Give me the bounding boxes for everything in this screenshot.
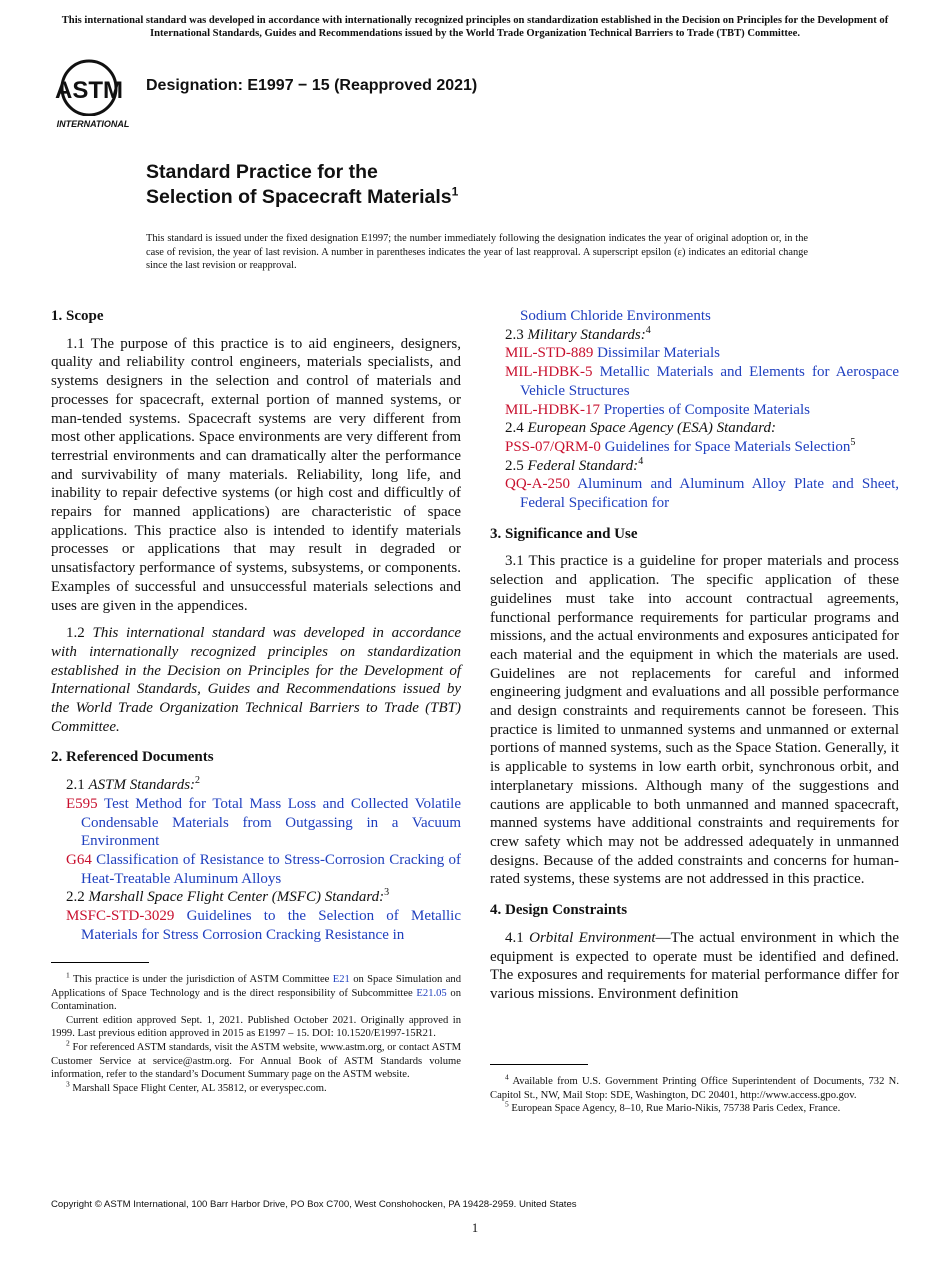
logo-letters: ASTM	[55, 77, 123, 104]
title-footnote-ref: 1	[451, 184, 459, 199]
astm-logo	[52, 58, 134, 132]
section-heading-referenced-documents: 2. Referenced Documents	[51, 749, 214, 766]
footnote-2: $^2$ For referenced ASTM standards, visit the ASTM website, www.astm.org, or contact ASTM Customer Service at service@astm.org. For Annual Book of ASTM Standards volume information, refer to the standard’s Document Summary page on the ASTM website.	[51, 1038, 462, 1081]
reference-code-link[interactable]: QQ-A-250	[505, 476, 570, 493]
reference-code-link[interactable]: MIL-HDBK-5	[505, 364, 593, 381]
paragraph-1-1: 1.1 The purpose of this practice is to aid engineers, designers, quality and reliability control engineers, materials specialists, and systems designers in the selection and control of materials and processes for spacecraft, external portion of manned systems, or man-tended systems. Spacecraft systems are very different from most other applications. Space environments are very different from terrestrial environments and can dramatically alter the performance and survivability of many materials. Reliability, long life, and inability to repair defective systems (or high cost and difficultly of repairs for manned applications) are characteristic of space applications. This practice also is intended to identify materials processes or applications that may result in degraded or unsatisfactory performance of systems, subsystems, or components. Examples of successful and unsuccessful materials selections and uses are given in the appendices.	[51, 335, 461, 614]
reference-title-link[interactable]: Aluminum and Aluminum Alloy Plate and Sheet, Federal Specification for	[520, 476, 899, 512]
reference-code-link[interactable]: MIL-STD-889	[505, 345, 594, 362]
subcommittee-e21-05-link[interactable]: E21.05	[416, 987, 447, 999]
subsection-title: European Space Agency (ESA) Standard:	[527, 420, 777, 437]
left-column	[51, 307, 461, 945]
standard-intro-note: This standard is issued under the fixed designation E1997; the number immediately following the designation indicates the year of original adoption or, in the case of revision, the year of last revision. A number in parentheses indicates the year of last reapproval. A superscript epsilon (ε) indicates an editorial change since the last revision or reapproval.	[146, 233, 808, 272]
paragraph-3-1: 3.1 This practice is a guideline for proper materials and process selection and application. The specific application of these guidelines must take into account contractual agreements, functional performance requirements for particular programs and missions, and the actual environments and exposures anticipated for each material and the equipment in which the materials are used. Guidelines are not replacements for careful and informed engineering judgment and evaluations and all possible performance and design constraints and requirements cannot be foreseen. This practice is limited to unmanned systems and unmanned or external portions of manned systems, such as the Space Station. Generally, it is applicable to systems in low earth orbit, synchronous orbit, and interplanetary missions. Although many of the suggestions and cautions are applicable to both unmanned and manned spacecraft, manned systems have additional constraints and requirements for crew safety which may not be addressed adequately in unmanned designs. Because of the added constraints and concerns for human-rated systems, these systems are not addressed in this practice.	[490, 553, 899, 888]
footnote-4: $^4$ Available from U.S. Government Printing Office Superintendent of Documents, 732 N. Capitol St., NW, Mail Stop: SDE, Washington, DC 20401, http://www.access.gpo.gov.	[490, 1072, 899, 1101]
reference-code-link[interactable]: PSS-07/QRM-0	[505, 438, 601, 455]
reference-title-link[interactable]: Guidelines for Space Materials Selection	[604, 438, 851, 455]
reference-mil-hdbk-5	[490, 363, 899, 400]
right-column	[490, 307, 899, 1004]
astm-logo-graphic	[52, 58, 134, 132]
paragraph-1-2-number: 1.2	[66, 625, 85, 642]
footnote-ref: 2	[195, 775, 201, 787]
reference-g64	[51, 851, 461, 888]
reference-title-link[interactable]: Metallic Materials and Elements for Aerospace Vehicle Structures	[520, 364, 900, 399]
title-line-1: Standard Practice for the	[146, 161, 378, 183]
reference-mil-hdbk-17	[490, 401, 899, 420]
footnote-5: $^5$ European Space Agency, 8–10, Rue Mario-Nikis, 75738 Paris Cedex, France.	[505, 1099, 841, 1115]
footnote-1: $^1$ This practice is under the jurisdiction of ASTM Committee E21 on Space Simulation and Applications of Space Technology and is the direct responsibility of Subcommittee E21.05 on Contamination.	[51, 970, 461, 1013]
reference-msfc-continued	[490, 307, 899, 326]
reference-title-link[interactable]: Properties of Composite Materials	[603, 401, 810, 418]
footnote-divider	[51, 962, 149, 963]
committee-e21-link[interactable]: E21	[332, 974, 350, 985]
subsection-title: Federal Standard:	[527, 457, 639, 474]
reference-title-link[interactable]: Test Method for Total Mass Loss and Collected Volatile Condensable Materials from Outgassing in a Vacuum Environment	[81, 795, 461, 850]
logo-international: INTERNATIONAL	[56, 119, 130, 129]
reference-code-link[interactable]: G64	[66, 851, 92, 868]
subsection-number: 2.4	[505, 420, 524, 437]
reference-e595	[51, 795, 461, 851]
subsection-number: 2.1	[66, 777, 85, 794]
subsection-2-5	[490, 457, 899, 476]
footnotes-right	[490, 1072, 899, 1116]
subsection-title: Marshall Space Flight Center (MSFC) Standard:	[88, 889, 385, 906]
footnote-3: $^3$ Marshall Space Flight Center, AL 35812, or everyspec.com.	[66, 1079, 327, 1094]
reference-msfc-std-3029	[51, 907, 461, 944]
designation: Designation: E1997 − 15 (Reapproved 2021)	[146, 77, 478, 94]
paragraph-1-2	[51, 624, 461, 736]
footnote-ref: 5	[850, 436, 856, 448]
page-number: 1	[471, 1221, 479, 1235]
subsection-number: 2.3	[505, 326, 524, 343]
reference-title-link[interactable]: Sodium Chloride Environments	[520, 308, 711, 324]
paragraph-1-2-text: This international standard was developed in accordance with internationally recognized principles on standardization established in the Decision on Principles for the Development of International Standards, Guides and Recommendations issued by the World Trade Organization Technical Barriers to Trade (TBT) Committee.	[51, 625, 462, 735]
document-title	[146, 160, 458, 210]
paragraph-4-1	[490, 929, 899, 1004]
reference-title-link[interactable]: Dissimilar Materials	[597, 345, 720, 362]
reference-title-link[interactable]: Classification of Resistance to Stress-Corrosion Cracking of Heat-Treatable Aluminum Alloys	[81, 851, 461, 887]
subsection-title: ASTM Standards:	[88, 777, 196, 794]
subsection-number: 2.2	[66, 889, 85, 906]
section-heading-design-constraints: 4. Design Constraints	[490, 902, 628, 919]
international-standard-notice: This international standard was developed in accordance with internationally recognized principles on standardization established in the Decision on Principles for the Development of International Standards, Guides and Recommendations issued by the World Trade Organization Technical Barriers to Trade (TBT) Committee.	[61, 15, 889, 39]
footnote-ref: 4	[638, 455, 644, 467]
reference-code-link[interactable]: MIL-HDBK-17	[505, 401, 600, 418]
section-heading-significance: 3. Significance and Use	[490, 525, 638, 542]
footnotes-left	[51, 970, 462, 1095]
subsection-2-1	[51, 776, 461, 795]
footnote-divider	[490, 1064, 588, 1065]
reference-code-link[interactable]: E595	[66, 795, 98, 812]
subsection-2-3	[490, 326, 899, 345]
reference-mil-std-889	[490, 344, 899, 363]
title-line-2: Selection of Spacecraft Materials	[146, 186, 452, 208]
footnote-1-edition: Current edition approved Sept. 1, 2021. Published October 2021. Originally approved in 1999. Last previous edition approved in 2015 as E1997 – 15. DOI: 10.1520/E1997-15R21.	[51, 1014, 461, 1040]
subsection-2-2	[51, 888, 461, 907]
paragraph-4-1-text: —The actual environment in which the equipment is expected to operate must be identified and defined. The exposures and requirements for material performance differ for various missions. Environment definition	[490, 929, 900, 1002]
reference-pss-07-qrm-0	[490, 438, 899, 457]
footnote-ref: 3	[384, 887, 390, 899]
subsection-2-4	[490, 419, 899, 438]
subsection-number: 2.5	[505, 457, 524, 474]
subsection-title: Military Standards:	[527, 326, 646, 343]
paragraph-4-1-number: 4.1	[505, 929, 524, 946]
paragraph-4-1-term: Orbital Environment	[529, 929, 656, 946]
reference-qq-a-250	[490, 475, 899, 512]
reference-code-link[interactable]: MSFC-STD-3029	[66, 908, 175, 925]
section-heading-scope: 1. Scope	[51, 308, 104, 324]
reference-title-link[interactable]: Guidelines to the Selection of Metallic Materials for Stress Corrosion Cracking Resistance in	[81, 908, 462, 943]
footnote-ref: 4	[645, 324, 651, 336]
copyright-notice: Copyright © ASTM International, 100 Barr Harbor Drive, PO Box C700, West Conshohocken, PA 19428-2959. United States	[51, 1199, 577, 1210]
